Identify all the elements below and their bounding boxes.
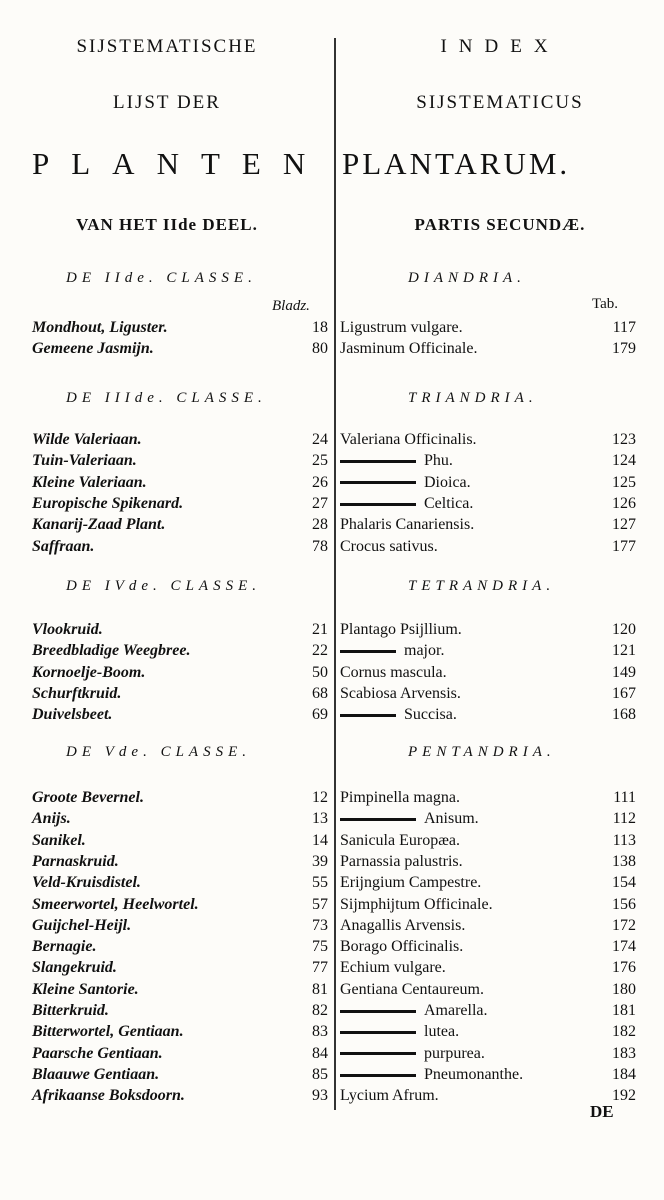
right-index-row bbox=[340, 684, 636, 704]
right-plant-name bbox=[340, 430, 477, 450]
right-plate-number: 179 bbox=[612, 340, 636, 358]
right-plant-name bbox=[340, 895, 493, 915]
right-index-row bbox=[340, 663, 636, 683]
right-plant-name bbox=[340, 641, 444, 661]
left-section-heading: DE IIIde. CLASSE. bbox=[66, 390, 267, 406]
left-index-row bbox=[32, 318, 328, 338]
ditto-dash bbox=[340, 650, 396, 653]
right-plate-number: 149 bbox=[612, 663, 636, 681]
right-plant-name bbox=[340, 1022, 459, 1042]
right-index-row bbox=[340, 873, 636, 893]
left-plant-name bbox=[32, 705, 112, 725]
left-index-row bbox=[32, 852, 328, 872]
right-plant-name-text: Phalaris Canariensis. bbox=[340, 516, 475, 534]
right-plate-number: 124 bbox=[612, 452, 636, 470]
right-plant-name bbox=[340, 515, 474, 535]
left-plant-name-text: Anijs. bbox=[32, 810, 71, 828]
right-plant-name-text: major. bbox=[404, 642, 445, 660]
left-plant-name bbox=[32, 537, 94, 557]
right-plant-name bbox=[340, 494, 473, 514]
right-plant-name bbox=[340, 339, 477, 359]
right-plant-name-text: Pimpinella magna. bbox=[340, 789, 460, 806]
right-index-row bbox=[340, 473, 636, 493]
left-plant-name-text: Breedbladige Weegbree. bbox=[32, 642, 191, 660]
left-plant-name bbox=[32, 852, 119, 872]
right-index-row bbox=[340, 852, 636, 872]
right-index-row bbox=[340, 430, 636, 450]
left-plant-name bbox=[32, 895, 199, 915]
left-plant-name-text: Groote Bevernel. bbox=[32, 789, 144, 806]
right-index-row bbox=[340, 937, 636, 957]
right-plant-name-text: Scabiosa Arvensis. bbox=[340, 684, 461, 702]
left-plant-name-text: Mondhout, Liguster. bbox=[32, 319, 168, 336]
ditto-dash bbox=[340, 1031, 416, 1034]
left-page-number: 69 bbox=[312, 706, 328, 724]
right-plate-number: 120 bbox=[612, 621, 636, 638]
left-page-number: 21 bbox=[312, 621, 328, 638]
left-page-number: 77 bbox=[312, 959, 328, 977]
left-page-number: 25 bbox=[312, 452, 328, 470]
left-plant-name bbox=[32, 620, 103, 640]
left-plant-name bbox=[32, 1065, 159, 1085]
left-section-heading: DE Vde. CLASSE. bbox=[66, 744, 251, 760]
left-page-number: 83 bbox=[312, 1023, 328, 1041]
left-plant-name bbox=[32, 339, 154, 359]
left-title-line-1: SIJSTEMATISCHE bbox=[76, 36, 258, 57]
left-page-number: 14 bbox=[312, 831, 328, 849]
right-index-row bbox=[340, 980, 636, 1000]
right-subtitle: PARTIS SECUNDÆ. bbox=[414, 215, 586, 234]
left-page-number: 28 bbox=[312, 516, 328, 534]
right-plant-name bbox=[340, 788, 460, 808]
left-plant-name-text: Parnaskruid. bbox=[32, 852, 119, 870]
left-plant-name-text: Vlookruid. bbox=[32, 621, 103, 638]
ditto-dash bbox=[340, 1052, 416, 1055]
left-plant-name-text: Tuin-Valeriaan. bbox=[32, 452, 137, 470]
right-plant-name-text: Parnassia palustris. bbox=[340, 852, 463, 870]
left-page-number: 12 bbox=[312, 789, 328, 806]
right-plant-name-text: Jasminum Officinale. bbox=[340, 340, 478, 358]
catchword: DE bbox=[590, 1102, 614, 1121]
right-plant-name bbox=[340, 809, 479, 829]
ditto-dash bbox=[340, 460, 416, 463]
right-plant-name bbox=[340, 873, 481, 893]
left-plant-name-text: Europische Spikenard. bbox=[32, 494, 184, 512]
right-plant-name bbox=[340, 318, 463, 338]
left-plant-name bbox=[32, 430, 142, 450]
left-index-row bbox=[32, 1001, 328, 1021]
left-plant-name-text: Slangekruid. bbox=[32, 959, 117, 977]
left-plant-name-text: Gemeene Jasmijn. bbox=[32, 340, 154, 358]
left-section-heading: DE IIde. CLASSE. bbox=[66, 270, 257, 286]
right-plant-name bbox=[340, 1001, 488, 1021]
right-plant-name-text: purpurea. bbox=[424, 1044, 485, 1062]
left-plant-name bbox=[32, 1022, 184, 1042]
right-plant-name-text: Anagallis Arvensis. bbox=[340, 916, 466, 934]
left-plant-name bbox=[32, 831, 86, 851]
left-plant-name bbox=[32, 1086, 185, 1106]
right-plant-name bbox=[340, 705, 457, 725]
right-index-row bbox=[340, 318, 636, 338]
right-plant-name bbox=[340, 537, 438, 557]
right-plate-number: 125 bbox=[612, 473, 636, 491]
right-unit-label: Tab. bbox=[592, 296, 619, 312]
right-plate-number: 184 bbox=[612, 1065, 636, 1083]
left-index-row bbox=[32, 684, 328, 704]
right-plate-number: 126 bbox=[612, 494, 636, 512]
right-plate-number: 183 bbox=[612, 1044, 636, 1062]
right-plate-number: 174 bbox=[612, 938, 636, 956]
ditto-dash bbox=[340, 714, 396, 717]
left-plant-name bbox=[32, 980, 139, 1000]
left-unit-label: Bladz. bbox=[272, 298, 310, 314]
left-index-row bbox=[32, 537, 328, 557]
right-plant-name bbox=[340, 1044, 485, 1064]
right-plant-name-text: Plantago Psijllium. bbox=[340, 621, 462, 638]
right-section-heading: TRIANDRIA. bbox=[408, 390, 538, 406]
left-page-number: 55 bbox=[312, 874, 328, 892]
right-plate-number: 156 bbox=[612, 895, 636, 913]
right-plant-name bbox=[340, 1065, 523, 1085]
left-index-row bbox=[32, 788, 328, 808]
right-plate-number: 167 bbox=[612, 684, 636, 702]
right-plant-name-text: Amarella. bbox=[424, 1002, 488, 1019]
right-plant-name bbox=[340, 473, 471, 493]
right-plant-name bbox=[340, 663, 447, 683]
left-plant-name-text: Saffraan. bbox=[32, 537, 95, 555]
left-plant-name-text: Bitterwortel, Gentiaan. bbox=[32, 1023, 184, 1041]
left-plant-name bbox=[32, 958, 117, 978]
left-page-number: 68 bbox=[312, 684, 328, 702]
right-section-heading: TETRANDRIA. bbox=[408, 578, 556, 594]
left-page-number: 73 bbox=[312, 916, 328, 934]
left-plant-name bbox=[32, 873, 141, 893]
left-index-row bbox=[32, 430, 328, 450]
left-index-row bbox=[32, 1044, 328, 1064]
left-page-number: 75 bbox=[312, 938, 328, 956]
left-plant-name-text: Kleine Santorie. bbox=[32, 980, 139, 998]
right-plant-name-text: Erijngium Campestre. bbox=[340, 874, 482, 892]
left-plant-name bbox=[32, 916, 131, 936]
right-index-row bbox=[340, 1001, 636, 1021]
right-section-heading: PENTANDRIA. bbox=[408, 744, 556, 760]
left-plant-name-text: Blaauwe Gentiaan. bbox=[32, 1065, 160, 1083]
left-index-row bbox=[32, 451, 328, 471]
left-page-number: 13 bbox=[312, 810, 328, 828]
right-plant-name bbox=[340, 451, 453, 471]
left-plant-name-text: Guijchel-Heijl. bbox=[32, 916, 132, 934]
left-plant-name bbox=[32, 684, 121, 704]
left-page-number: 84 bbox=[312, 1044, 328, 1062]
left-page-number: 80 bbox=[312, 340, 328, 358]
right-plate-number: 182 bbox=[612, 1023, 636, 1041]
left-plant-name bbox=[32, 809, 71, 829]
right-plate-number: 192 bbox=[612, 1087, 636, 1105]
left-plant-name bbox=[32, 318, 168, 338]
right-plate-number: 123 bbox=[612, 431, 636, 448]
left-page-number: 22 bbox=[312, 642, 328, 660]
right-plant-name-text: Echium vulgare. bbox=[340, 959, 446, 977]
right-plate-number: 168 bbox=[612, 706, 636, 724]
left-index-row bbox=[32, 339, 328, 359]
right-plate-number: 176 bbox=[612, 959, 636, 977]
left-plant-name bbox=[32, 937, 96, 957]
right-plant-name-text: Sanicula Europæa. bbox=[340, 831, 460, 849]
right-plant-name bbox=[340, 916, 465, 936]
right-plant-name-text: Cornus mascula. bbox=[340, 663, 447, 681]
left-index-row bbox=[32, 641, 328, 661]
left-index-row bbox=[32, 705, 328, 725]
left-index-row bbox=[32, 1022, 328, 1042]
right-plant-name bbox=[340, 980, 484, 1000]
left-plant-name-text: Bitterkruid. bbox=[32, 1002, 109, 1019]
left-index-row bbox=[32, 873, 328, 893]
left-plant-name bbox=[32, 515, 165, 535]
left-plant-name bbox=[32, 451, 137, 471]
left-index-row bbox=[32, 473, 328, 493]
right-plant-name bbox=[340, 1086, 439, 1106]
left-page-number: 78 bbox=[312, 537, 328, 555]
right-plant-name-text: Sijmphijtum Officinale. bbox=[340, 895, 493, 913]
right-index-row bbox=[340, 494, 636, 514]
left-plant-name bbox=[32, 1044, 163, 1064]
right-plant-name-text: Valeriana Officinalis. bbox=[340, 431, 477, 448]
right-index-row bbox=[340, 958, 636, 978]
left-plant-name-text: Kleine Valeriaan. bbox=[32, 473, 147, 491]
left-plant-name-text: Kornoelje-Boom. bbox=[32, 663, 146, 681]
left-plant-name-text: Duivelsbeet. bbox=[32, 706, 113, 724]
left-index-row bbox=[32, 1065, 328, 1085]
right-index-row bbox=[340, 895, 636, 915]
right-plate-number: 111 bbox=[613, 789, 636, 806]
right-index-row bbox=[340, 1022, 636, 1042]
right-index-row bbox=[340, 537, 636, 557]
left-plant-name bbox=[32, 788, 144, 808]
right-index-row bbox=[340, 515, 636, 535]
right-plant-name bbox=[340, 831, 460, 851]
right-index-row bbox=[340, 1065, 636, 1085]
left-index-row bbox=[32, 980, 328, 1000]
left-index-row bbox=[32, 831, 328, 851]
left-index-row bbox=[32, 958, 328, 978]
right-plant-name-text: Phu. bbox=[424, 452, 453, 470]
left-plant-name-text: Veld-Kruisdistel. bbox=[32, 874, 141, 892]
left-page-number: 18 bbox=[312, 319, 328, 336]
right-plate-number: 127 bbox=[612, 516, 636, 534]
ditto-dash bbox=[340, 1010, 416, 1013]
left-index-row bbox=[32, 1086, 328, 1106]
left-index-row bbox=[32, 895, 328, 915]
right-index-row bbox=[340, 831, 636, 851]
left-plant-name-text: Wilde Valeriaan. bbox=[32, 431, 142, 448]
right-index-row bbox=[340, 641, 636, 661]
left-plant-name bbox=[32, 473, 147, 493]
right-index-row bbox=[340, 451, 636, 471]
left-plant-name-text: Afrikaanse Boksdoorn. bbox=[32, 1087, 185, 1105]
left-plant-name bbox=[32, 494, 183, 514]
left-subtitle: VAN HET IIde DEEL. bbox=[76, 215, 258, 234]
right-plant-name bbox=[340, 684, 461, 704]
right-section-heading: DIANDRIA. bbox=[408, 270, 526, 286]
right-title-line-1: INDEX bbox=[440, 36, 560, 57]
right-plate-number: 180 bbox=[612, 980, 636, 998]
right-index-row bbox=[340, 809, 636, 829]
right-plate-number: 113 bbox=[612, 831, 636, 849]
right-plant-name-text: Succisa. bbox=[404, 706, 457, 724]
left-plant-name-text: Bernagie. bbox=[32, 938, 97, 956]
left-plant-name-text: Paarsche Gentiaan. bbox=[32, 1044, 163, 1062]
left-page-number: 26 bbox=[312, 473, 328, 491]
left-index-row bbox=[32, 809, 328, 829]
left-page-number: 93 bbox=[312, 1087, 328, 1105]
left-page-number: 27 bbox=[312, 494, 328, 512]
right-index-row bbox=[340, 705, 636, 725]
right-plant-name-text: lutea. bbox=[424, 1023, 460, 1041]
right-index-row bbox=[340, 916, 636, 936]
left-plant-name-text: Smeerwortel, Heelwortel. bbox=[32, 895, 199, 913]
left-index-row bbox=[32, 494, 328, 514]
right-index-row bbox=[340, 1044, 636, 1064]
right-plant-name-text: Crocus sativus. bbox=[340, 537, 438, 555]
right-title-line-2: SIJSTEMATICUS bbox=[416, 92, 584, 113]
right-index-row bbox=[340, 339, 636, 359]
left-page-number: 50 bbox=[312, 663, 328, 681]
left-index-row bbox=[32, 663, 328, 683]
ditto-dash bbox=[340, 503, 416, 506]
ditto-dash bbox=[340, 818, 416, 821]
left-page-number: 39 bbox=[312, 852, 328, 870]
right-plate-number: 138 bbox=[612, 852, 636, 870]
right-plate-number: 181 bbox=[612, 1002, 636, 1019]
left-section-heading: DE IVde. CLASSE. bbox=[66, 578, 261, 594]
right-plant-name-text: Borago Officinalis. bbox=[340, 938, 464, 956]
right-plate-number: 121 bbox=[612, 642, 636, 660]
left-index-row bbox=[32, 515, 328, 535]
right-plate-number: 117 bbox=[612, 319, 636, 336]
left-title-planten: PLANTEN bbox=[32, 146, 328, 181]
right-plant-name-text: Dioica. bbox=[424, 473, 471, 491]
left-page-number: 24 bbox=[312, 431, 328, 448]
right-plate-number: 172 bbox=[612, 916, 636, 934]
right-plant-name bbox=[340, 852, 463, 872]
right-plant-name bbox=[340, 620, 462, 640]
left-page-number: 82 bbox=[312, 1002, 328, 1019]
right-plant-name-text: Ligustrum vulgare. bbox=[340, 319, 463, 336]
left-plant-name bbox=[32, 1001, 109, 1021]
ditto-dash bbox=[340, 481, 416, 484]
right-plant-name-text: Anisum. bbox=[424, 810, 479, 828]
ditto-dash bbox=[340, 1074, 416, 1077]
left-index-row bbox=[32, 937, 328, 957]
right-index-row bbox=[340, 620, 636, 640]
right-plate-number: 177 bbox=[612, 537, 636, 555]
column-divider bbox=[334, 38, 336, 1110]
right-index-row bbox=[340, 788, 636, 808]
right-plate-number: 154 bbox=[612, 874, 636, 892]
left-index-row bbox=[32, 916, 328, 936]
left-page-number: 85 bbox=[312, 1065, 328, 1083]
left-plant-name bbox=[32, 641, 190, 661]
right-plate-number: 112 bbox=[612, 810, 636, 828]
right-plant-name-text: Gentiana Centaureum. bbox=[340, 980, 484, 998]
right-title-plantarum: PLANTARUM. bbox=[342, 146, 571, 181]
left-plant-name-text: Sanikel. bbox=[32, 831, 86, 849]
left-plant-name-text: Kanarij-Zaad Plant. bbox=[32, 516, 166, 534]
right-plant-name-text: Celtica. bbox=[424, 494, 474, 512]
left-page-number: 81 bbox=[312, 980, 328, 998]
left-index-row bbox=[32, 620, 328, 640]
left-plant-name-text: Schurftkruid. bbox=[32, 684, 122, 702]
right-plant-name bbox=[340, 958, 446, 978]
left-plant-name bbox=[32, 663, 145, 683]
right-plant-name-text: Pneumonanthe. bbox=[424, 1065, 524, 1083]
right-plant-name-text: Lycium Afrum. bbox=[340, 1087, 439, 1105]
left-title-line-2: LIJST DER bbox=[113, 92, 221, 113]
left-page-number: 57 bbox=[312, 895, 328, 913]
right-plant-name bbox=[340, 937, 463, 957]
